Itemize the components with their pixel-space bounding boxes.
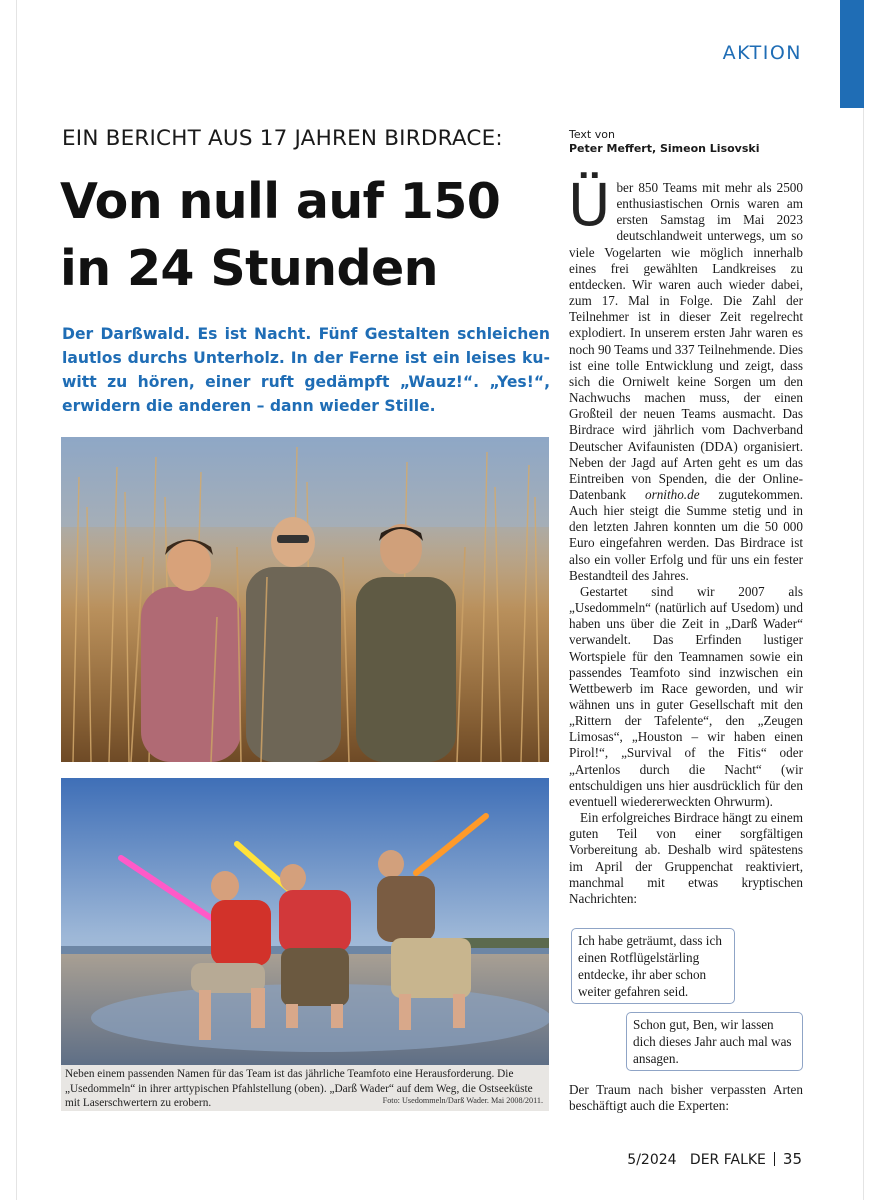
page-footer (627, 1150, 802, 1168)
photo-credit: Foto: Usedommeln/Darß Wader. Mai 2008/2011. (382, 1095, 543, 1105)
chat-message-1: Ich habe geträumt, dass ich einen Rotflügelstärling entdecke, ihr aber schon weiter gefahren seid. (571, 928, 735, 1004)
footer-issue: 5/2024 (627, 1152, 677, 1168)
article-kicker: EIN BERICHT AUS 17 JAHREN BIRDRACE: (62, 126, 503, 151)
body-paragraph-2: Gestartet sind wir 2007 als „Usedommeln“ (natürlich auf Usedom) und haben uns über die Zeit in „Darß Wader“ verwandelt. Das Erfinden lustiger Wortspiele für den Teamnamen sowie ein passendes Teamfoto sind inzwischen ein Wettbewerb im Race geworden, und wir wähnen uns in guter Gesellschaft mit den „Rittern der Tafelente“, den „Zeugen Limosas“, „Houston – wir haben einen Pirol!“, „Survival of the Fitis“ oder „Artenlos durch die Nacht“ (wir entschuldigen uns hier ausdrücklich für den eventuell wiedererweckten Ohrwurm). (569, 583, 803, 809)
photo-reeds-team (61, 437, 549, 762)
caption-text: Neben einem passenden Namen für das Team ist das jährliche Teamfoto eine Herausforderung. Die „Usedommeln“ in ihrer arttypischen Pfahlstellung (oben). „Darß Wader“ auf dem Weg, die Ostseeküste mit Laserschwertern zu erobern. (65, 1068, 533, 1109)
byline-label: Text von (569, 128, 615, 141)
footer-separator (774, 1152, 775, 1166)
headline-line-2: in 24 Stunden (60, 240, 438, 297)
page-number: 35 (782, 1150, 802, 1168)
photo-caption (61, 1065, 549, 1111)
article-lead: Der Darßwald. Es ist Nacht. Fünf Gestalten schleichen lautlos durchs Unterholz. In der Ferne ist ein leises ku-witt zu hören, einer ruft gedämpft „Wauz!“. „Yes!“, erwidern die anderen – dann wieder Stille. (62, 325, 550, 415)
article-headline (60, 168, 540, 302)
byline (569, 128, 760, 156)
article-body (568, 171, 804, 907)
section-color-tab (840, 0, 864, 108)
body-paragraph-3: Ein erfolgreiches Birdrace hängt zu einem guten Teil von einer sorgfältigen Vorbereitung ab. Deshalb wird spätestens im April der Gruppenchat reaktiviert, manchmal mit etwas kryptischen Nachrichten: (569, 810, 803, 906)
chat-message-2: Schon gut, Ben, wir lassen dich dieses Jahr auch mal was ansagen. (626, 1012, 803, 1071)
body-p1-end: zugutekommen. Auch hier steigt die Summe stetig und in den letzten Jahren konnten um die 50 000 Euro eingefahren werden. Das Birdrace ist also ein voller Erfolg und für uns ein fester Bestandteil des Jahres. (569, 486, 804, 583)
byline-authors: Peter Meffert, Simeon Lisovski (569, 142, 760, 155)
body-p1-start: ber 850 Teams mit mehr als 2500 enthusiastischen Ornis waren am ersten Samstag im Mai 2023 deutschlandweit unterwegs, um so viele Vogelarten wie möglich innerhalb eines frei gewählten Landkreises zu entdecken. Wir waren auch wieder dabei, zum 17. Mal in Folge. Die Zahl der Teilnehmer ist in dieser Zeit regelrecht explodiert. In unserem ersten Jahr waren es noch 90 Teams und 337 Teilnehmende. Dies ist eine tolle Entwicklung und zeigt, dass sich die Orniwelt keine Sorgen um den Nachwuchs machen muss, der einen Großteil der neuen Teams ausmacht. Das Birdrace wird jährlich vom Dachverband Deutscher Avifaunisten (DDA) organisiert. Neben der Jagd auf Arten geht es um das Eintreiben von Spenden, die der Online-Datenbank (569, 180, 803, 502)
drop-cap: Ü (568, 171, 611, 239)
body-paragraph-1 (568, 171, 804, 584)
section-label: AKTION (722, 42, 802, 64)
body-paragraph-outro: Der Traum nach bisher verpassten Arten beschäftigt auch die Experten: (569, 1082, 803, 1114)
headline-line-1: Von null auf 150 (60, 173, 501, 230)
photo-beach-team (61, 778, 549, 1065)
footer-magazine: DER FALKE (689, 1152, 766, 1168)
body-p1-italic: ornitho.de (644, 486, 700, 502)
